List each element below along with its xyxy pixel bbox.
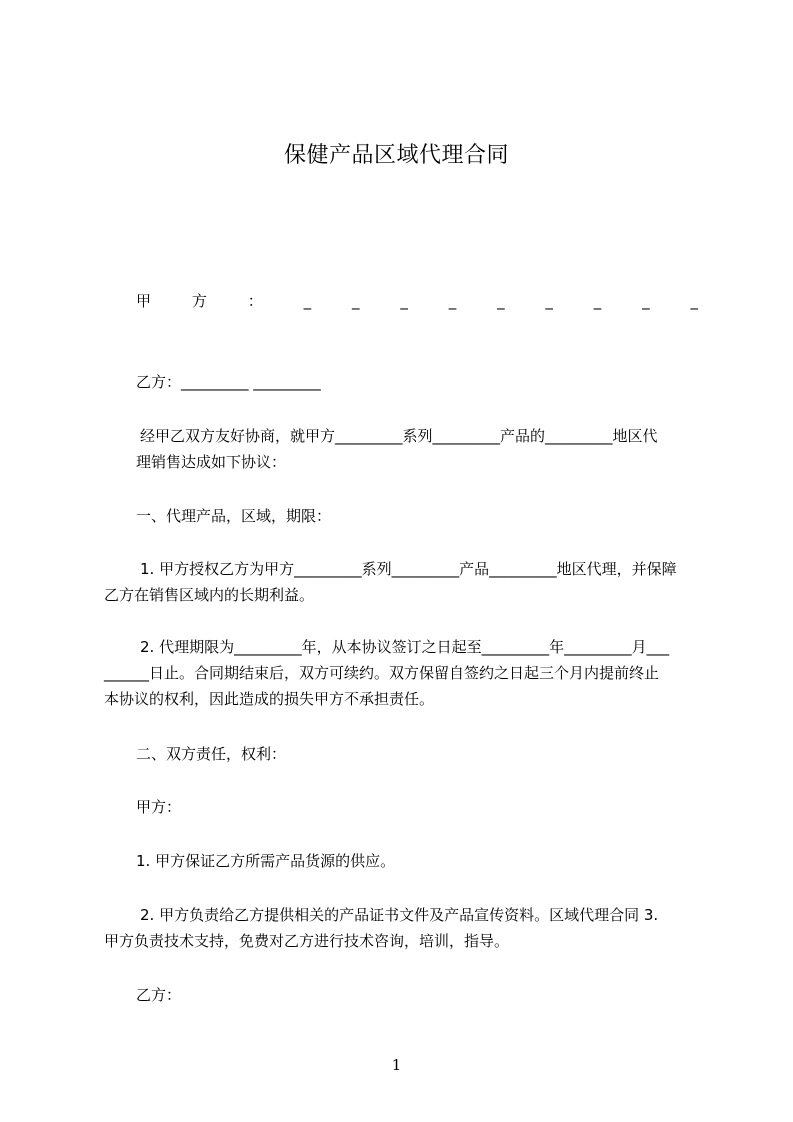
clause-1-1-line-1: 1. 甲方授权乙方为甲方_________系列_________产品_________地区代理，并保障 xyxy=(140,560,677,578)
clause-2-a-2-line-2: 甲方负责技术支持，免费对乙方进行技术咨询，培训，指导。 xyxy=(104,932,510,950)
party-a-char: _ xyxy=(351,292,360,310)
party-a-char: _ xyxy=(690,292,698,310)
intro-line-1: 经甲乙双方友好协商，就甲方_________系列_________产品的_________地区代 xyxy=(140,427,658,445)
party-a-char: _ xyxy=(545,292,553,310)
party-a-char: _ xyxy=(497,292,505,310)
party-a-label: 甲方： xyxy=(136,798,182,816)
intro-line-2: 理销售达成如下协议： xyxy=(136,453,287,471)
clause-1-2-line-1: 2. 代理期限为_________年，从本协议签订之日起至_________年_________月___ xyxy=(140,638,670,656)
clause-1-1-line-2: 乙方在销售区域内的长期利益。 xyxy=(104,586,315,604)
clause-2-a-2-line-1: 2. 甲方负责给乙方提供相关的产品证书文件及产品宣传资料。区域代理合同 3. xyxy=(140,906,659,924)
clause-1-2-line-2: ______日止。合同期结束后，双方可续约。双方保留自签约之日起三个月内提前终止 xyxy=(104,664,660,682)
party-a-char: 甲 xyxy=(136,292,152,310)
party-b-line: 乙方：_________ _________ xyxy=(136,373,321,391)
party-a-char: 方 xyxy=(191,292,207,310)
party-a-char: ： xyxy=(247,292,263,310)
party-a-line xyxy=(136,291,698,311)
clause-1-2-line-3: 本协议的权利，因此造成的损失甲方不承担责任。 xyxy=(104,690,435,708)
party-b-label: 乙方： xyxy=(136,986,182,1004)
party-a-char: _ xyxy=(593,292,602,310)
party-a-char: _ xyxy=(303,292,312,310)
page-number: 1 xyxy=(391,1056,402,1074)
party-a-char: _ xyxy=(448,292,457,310)
section-2-heading: 二、双方责任，权利： xyxy=(136,745,287,763)
party-a-char: _ xyxy=(642,292,650,310)
section-1-heading: 一、代理产品，区域，期限： xyxy=(136,507,332,525)
party-a-char: _ xyxy=(400,292,408,310)
document-title: 保健产品区域代理合同 xyxy=(283,143,509,168)
clause-2-a-1: 1. 甲方保证乙方所需产品货源的供应。 xyxy=(136,852,396,870)
